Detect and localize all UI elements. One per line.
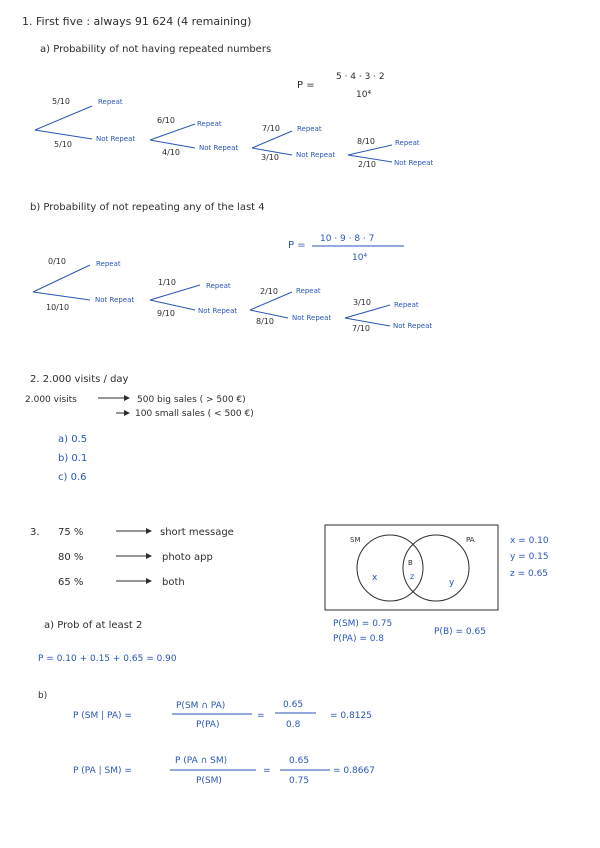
- q3-pct-sm: 75 %: [58, 527, 84, 538]
- q3-label-sm: short message: [160, 527, 234, 538]
- q1b-edge: [33, 292, 90, 300]
- q1a-label: a) Probability of not having repeated numbers: [40, 44, 272, 55]
- q1b-formula-p: P =: [288, 240, 306, 251]
- q3-pct-pa: 80 %: [58, 552, 84, 563]
- q3b1-denominator-value: 0.8: [286, 720, 301, 730]
- q1a-b1-top-prob: 5/10: [52, 97, 70, 106]
- q3-p-b: P(B) = 0.65: [434, 627, 486, 637]
- q1b-formula-numerator: 10 · 9 · 8 · 7: [320, 234, 375, 244]
- q3-number: 3.: [30, 527, 40, 538]
- q1a-edge: [150, 140, 195, 148]
- q3b1-result: = 0.8125: [330, 711, 372, 721]
- q1a-edge: [35, 130, 92, 139]
- venn-circle-pa: [403, 535, 469, 601]
- q1a-edge: [252, 131, 292, 148]
- arrow-head-icon: [146, 578, 152, 584]
- venn-label-pa: PA: [466, 536, 475, 544]
- q1a-b1-top-label: Repeat: [98, 98, 123, 106]
- q1b-label: b) Probability of not repeating any of the last 4: [30, 202, 265, 213]
- q1b-edge: [150, 285, 200, 300]
- q1a-formula-p: P =: [297, 80, 315, 91]
- q1b-tree-diagram: [33, 257, 432, 333]
- q3b2-numerator: P (PA ∩ SM): [175, 756, 228, 766]
- q1b-formula-denominator: 10⁴: [352, 253, 368, 263]
- q3-x-value: x = 0.10: [510, 536, 549, 546]
- q1a-b4-top-prob: 8/10: [357, 137, 375, 146]
- q1a-formula-numerator: 5 · 4 · 3 · 2: [336, 72, 385, 82]
- venn-region-x: x: [372, 573, 378, 583]
- arrow-head-icon: [124, 410, 130, 416]
- q1a-b3-top-label: Repeat: [297, 125, 322, 133]
- arrow-head-icon: [146, 553, 152, 559]
- q3-label-pa: photo app: [162, 552, 213, 563]
- q1a-b2-top-prob: 6/10: [157, 116, 175, 125]
- q1a-b3-bot-prob: 3/10: [261, 153, 279, 162]
- venn-label-sm: SM: [350, 536, 361, 544]
- q1b-b1-top-label: Repeat: [96, 260, 121, 268]
- q1a-tree-diagram: [35, 97, 433, 169]
- q1a-edge: [150, 124, 195, 140]
- q1a-edge: [348, 145, 392, 155]
- q1b-b2-top-prob: 1/10: [158, 278, 176, 287]
- q1b-b1-top-prob: 0/10: [48, 257, 66, 266]
- q1a-edge: [35, 106, 92, 130]
- q1b-edge: [33, 265, 90, 292]
- q1a-b2-bot-label: Not Repeat: [199, 144, 239, 152]
- q1b-b4-top-label: Repeat: [394, 301, 419, 309]
- arrow-head-icon: [146, 528, 152, 534]
- q3b2-denominator-value: 0.75: [289, 776, 310, 786]
- q3b1-lhs: P (SM | PA) =: [73, 711, 132, 721]
- q3-y-value: y = 0.15: [510, 552, 549, 562]
- venn-region-z: z: [410, 572, 415, 581]
- q1a-b3-bot-label: Not Repeat: [296, 151, 336, 159]
- q1b-b2-bot-prob: 9/10: [157, 309, 175, 318]
- q3b2-equals: =: [263, 766, 271, 776]
- q3b2-lhs: P (PA | SM) =: [73, 766, 132, 776]
- q2-small-sales: 100 small sales ( < 500 €): [135, 409, 254, 419]
- venn-region-b: B: [408, 559, 413, 567]
- q2-answer-a: a) 0.5: [58, 434, 88, 445]
- q3b-label: b): [38, 691, 48, 701]
- q1b-b3-top-label: Repeat: [296, 287, 321, 295]
- venn-diagram: [325, 525, 498, 610]
- q3b1-numerator-value: 0.65: [283, 700, 304, 710]
- q3b2-numerator-value: 0.65: [289, 756, 310, 766]
- q2-answer-c: c) 0.6: [58, 472, 87, 483]
- q3-label-both: both: [162, 577, 185, 588]
- q1a-b4-top-label: Repeat: [395, 139, 420, 147]
- q3-pct-both: 65 %: [58, 577, 84, 588]
- q1a-b1-bot-prob: 5/10: [54, 140, 72, 149]
- q3b2-result: = 0.8667: [333, 766, 375, 776]
- q1a-formula-denominator: 10⁴: [356, 90, 372, 100]
- q1a-b2-bot-prob: 4/10: [162, 148, 180, 157]
- q1b-b4-bot-label: Not Repeat: [393, 322, 433, 330]
- q1b-b1-bot-prob: 10/10: [46, 303, 70, 312]
- q2-heading: 2. 2.000 visits / day: [30, 374, 129, 385]
- q3a-answer: P = 0.10 + 0.15 + 0.65 = 0.90: [38, 654, 177, 664]
- q1b-b3-bot-prob: 8/10: [256, 317, 274, 326]
- q3-z-value: z = 0.65: [510, 569, 549, 579]
- q3-p-sm: P(SM) = 0.75: [333, 619, 393, 629]
- q3-p-pa: P(PA) = 0.8: [333, 634, 385, 644]
- q3b2-denominator: P(SM): [196, 776, 222, 786]
- q1a-b2-top-label: Repeat: [197, 120, 222, 128]
- q1b-b2-top-label: Repeat: [206, 282, 231, 290]
- q2-answer-b: b) 0.1: [58, 453, 88, 464]
- q1a-b3-top-prob: 7/10: [262, 124, 280, 133]
- q3b1-equals: =: [257, 711, 265, 721]
- arrow-head-icon: [124, 395, 130, 401]
- q1b-b1-bot-label: Not Repeat: [95, 296, 135, 304]
- q1-heading: 1. First five : always 91 624 (4 remaining): [22, 15, 252, 28]
- venn-region-y: y: [449, 578, 455, 588]
- q1b-b3-top-prob: 2/10: [260, 287, 278, 296]
- q1b-b3-bot-label: Not Repeat: [292, 314, 332, 322]
- q1b-b2-bot-label: Not Repeat: [198, 307, 238, 315]
- q3a-label: a) Prob of at least 2: [44, 620, 143, 631]
- q1a-b4-bot-label: Not Repeat: [394, 159, 434, 167]
- q3b1-numerator: P(SM ∩ PA): [176, 701, 226, 711]
- q1a-b4-bot-prob: 2/10: [358, 160, 376, 169]
- q1b-b4-top-prob: 3/10: [353, 298, 371, 307]
- q1a-b1-bot-label: Not Repeat: [96, 135, 136, 143]
- q2-visits: 2.000 visits: [25, 395, 77, 405]
- q2-big-sales: 500 big sales ( > 500 €): [137, 395, 246, 405]
- q3b1-denominator: P(PA): [196, 720, 220, 730]
- q1b-b4-bot-prob: 7/10: [352, 324, 370, 333]
